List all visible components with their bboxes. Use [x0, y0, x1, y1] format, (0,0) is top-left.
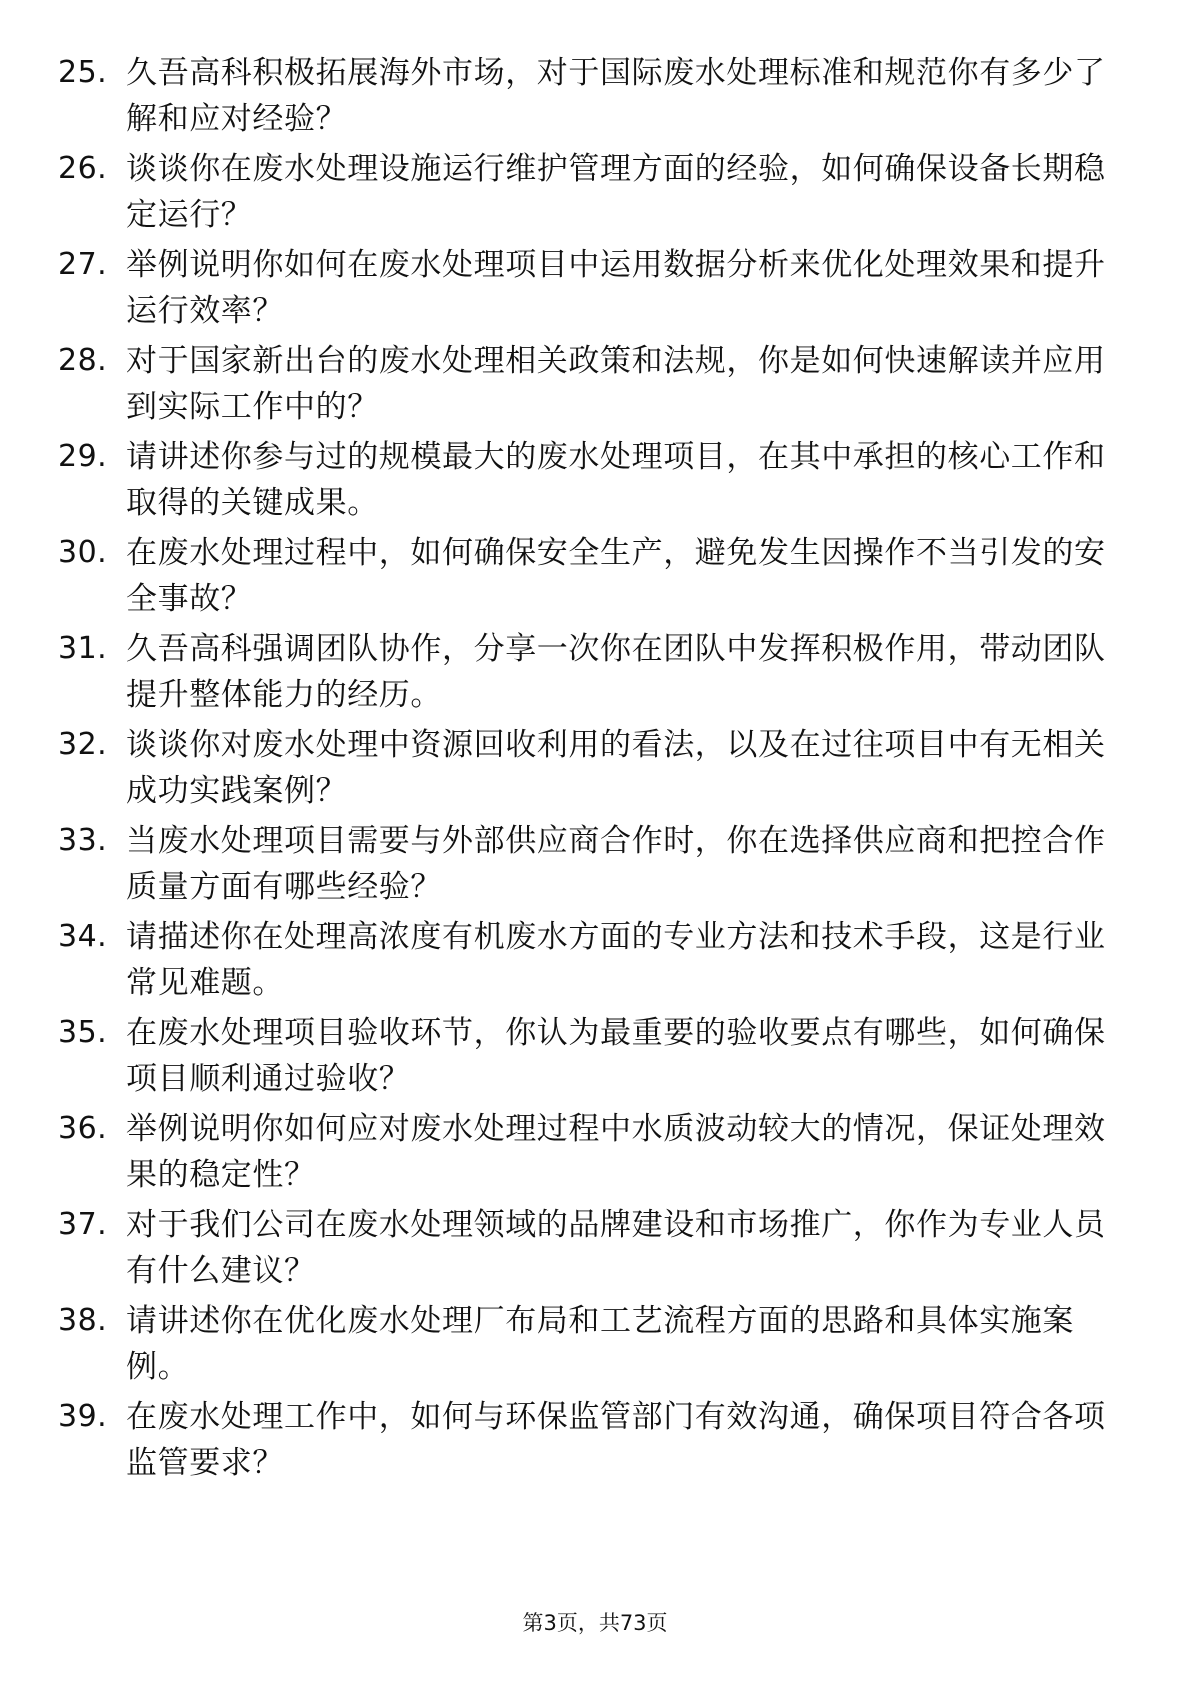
question-item: [58, 530, 1118, 626]
question-number: 39.: [58, 1399, 108, 1434]
question-text: 当废水处理项目需要与外部供应商合作时，你在选择供应商和把控合作质量方面有哪些经验？: [126, 823, 1106, 905]
question-item: [58, 1106, 1118, 1202]
question-number: 26.: [58, 151, 108, 186]
question-number: 34.: [58, 919, 108, 954]
question-text: 举例说明你如何在废水处理项目中运用数据分析来优化处理效果和提升运行效率？: [126, 247, 1106, 329]
question-number: 29.: [58, 439, 108, 474]
question-number: 33.: [58, 823, 108, 858]
question-text: 在废水处理过程中，如何确保安全生产，避免发生因操作不当引发的安全事故？: [126, 535, 1106, 617]
question-number: 36.: [58, 1111, 108, 1146]
question-number: 35.: [58, 1015, 108, 1050]
question-item: [58, 818, 1118, 914]
question-text: 对于国家新出台的废水处理相关政策和法规，你是如何快速解读并应用到实际工作中的？: [126, 343, 1106, 425]
question-number: 25.: [58, 55, 108, 90]
question-item: [58, 722, 1118, 818]
page-footer: [0, 1609, 1190, 1637]
question-text: 请讲述你在优化废水处理厂布局和工艺流程方面的思路和具体实施案例。: [126, 1303, 1074, 1385]
question-number: 30.: [58, 535, 108, 570]
question-list: [58, 50, 1118, 1490]
page-number-label: 第3页，共73页: [522, 1611, 668, 1635]
question-item: [58, 242, 1118, 338]
question-number: 32.: [58, 727, 108, 762]
question-item: [58, 146, 1118, 242]
question-number: 28.: [58, 343, 108, 378]
question-item: [58, 50, 1118, 146]
question-number: 38.: [58, 1303, 108, 1338]
question-item: [58, 914, 1118, 1010]
question-text: 请讲述你参与过的规模最大的废水处理项目，在其中承担的核心工作和取得的关键成果。: [126, 439, 1106, 521]
question-number: 31.: [58, 631, 108, 666]
question-item: [58, 338, 1118, 434]
question-item: [58, 434, 1118, 530]
question-number: 27.: [58, 247, 108, 282]
question-item: [58, 626, 1118, 722]
question-text: 久吾高科积极拓展海外市场，对于国际废水处理标准和规范你有多少了解和应对经验？: [126, 55, 1106, 137]
question-text: 请描述你在处理高浓度有机废水方面的专业方法和技术手段，这是行业常见难题。: [126, 919, 1106, 1001]
question-text: 谈谈你对废水处理中资源回收利用的看法，以及在过往项目中有无相关成功实践案例？: [126, 727, 1106, 809]
question-item: [58, 1202, 1118, 1298]
question-text: 久吾高科强调团队协作，分享一次你在团队中发挥积极作用，带动团队提升整体能力的经历。: [126, 631, 1106, 713]
question-text: 谈谈你在废水处理设施运行维护管理方面的经验，如何确保设备长期稳定运行？: [126, 151, 1106, 233]
question-text: 在废水处理项目验收环节，你认为最重要的验收要点有哪些，如何确保项目顺利通过验收？: [126, 1015, 1106, 1097]
question-item: [58, 1298, 1118, 1394]
question-item: [58, 1010, 1118, 1106]
question-text: 举例说明你如何应对废水处理过程中水质波动较大的情况，保证处理效果的稳定性？: [126, 1111, 1106, 1193]
question-text: 对于我们公司在废水处理领域的品牌建设和市场推广，你作为专业人员有什么建议？: [126, 1207, 1106, 1289]
question-text: 在废水处理工作中，如何与环保监管部门有效沟通，确保项目符合各项监管要求？: [126, 1399, 1106, 1481]
question-item: [58, 1394, 1118, 1490]
question-number: 37.: [58, 1207, 108, 1242]
